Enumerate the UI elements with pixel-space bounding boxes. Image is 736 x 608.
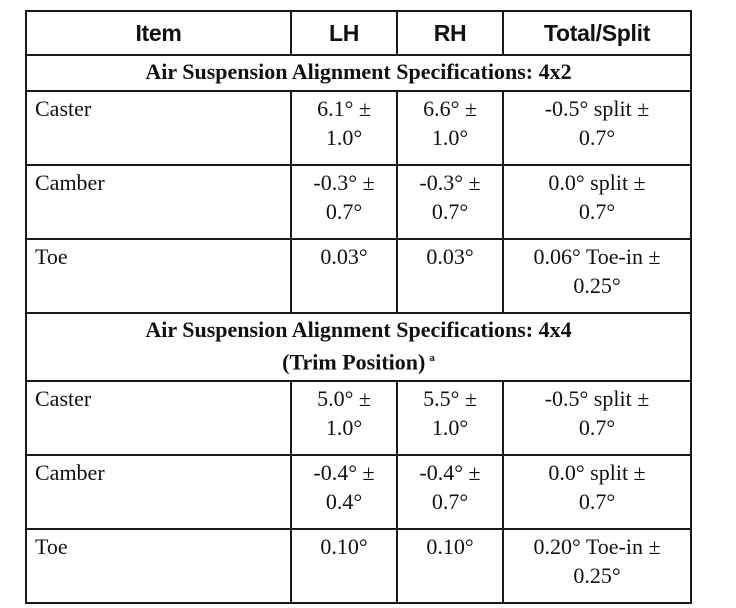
rh-cell: [397, 91, 503, 165]
table-row: [26, 91, 691, 165]
total-value: 0.0° split ±: [548, 170, 646, 195]
lh-cell: [291, 381, 397, 455]
section-title-line1: Air Suspension Alignment Specifications: 4x4: [145, 317, 572, 342]
table-row: [26, 455, 691, 529]
total-cell: [503, 529, 691, 603]
table-row: [26, 529, 691, 603]
lh-value: -0.4° ±: [313, 460, 375, 486]
total-tolerance: 0.7°: [578, 415, 616, 441]
item-cell: Caster: [26, 91, 291, 165]
total-cell: [503, 165, 691, 239]
lh-cell: [291, 91, 397, 165]
item-cell: Toe: [26, 239, 291, 313]
lh-value: 0.10°: [320, 534, 368, 560]
total-tolerance: 0.7°: [578, 125, 616, 150]
lh-value: 6.1° ±: [317, 96, 371, 121]
item-cell: Caster: [26, 381, 291, 455]
lh-value: 5.0° ±: [317, 386, 371, 412]
header-rh: RH: [397, 11, 503, 55]
table-header-row: [26, 11, 691, 55]
lh-value: -0.3° ±: [313, 170, 375, 195]
total-cell: [503, 239, 691, 313]
total-value: 0.0° split ±: [548, 460, 646, 486]
section-title-line2: [31, 344, 686, 376]
lh-value: 0.03°: [320, 244, 368, 269]
section-title-4x2: [26, 55, 691, 91]
lh-tolerance: 1.0°: [325, 125, 363, 150]
total-cell: [503, 91, 691, 165]
lh-tolerance: 0.7°: [325, 199, 363, 224]
rh-cell: [397, 165, 503, 239]
header-lh: LH: [291, 11, 397, 55]
rh-value: 6.6° ±: [423, 96, 477, 121]
total-cell: [503, 381, 691, 455]
section-subtitle: (Trim Position): [282, 349, 426, 375]
section-title-row: [26, 313, 691, 381]
alignment-spec-table: [25, 10, 692, 604]
total-value: 0.06° Toe-in ±: [533, 244, 661, 269]
total-value: -0.5° split ±: [544, 386, 650, 412]
section-title-row: [26, 55, 691, 91]
rh-value: -0.4° ±: [419, 460, 481, 486]
total-tolerance: 0.25°: [573, 273, 621, 298]
footnote-marker: a: [429, 352, 435, 364]
table-row: [26, 381, 691, 455]
item-cell: Toe: [26, 529, 291, 603]
lh-cell: [291, 455, 397, 529]
rh-cell: [397, 455, 503, 529]
rh-tolerance: 1.0°: [431, 125, 469, 150]
total-tolerance: 0.7°: [578, 199, 616, 224]
rh-cell: [397, 529, 503, 603]
total-value: 0.20° Toe-in ±: [533, 534, 661, 560]
rh-cell: [397, 239, 503, 313]
lh-tolerance: 1.0°: [325, 415, 363, 441]
table-row: [26, 165, 691, 239]
section-title-4x4: [26, 313, 691, 381]
total-value: -0.5° split ±: [544, 96, 650, 121]
rh-value: 5.5° ±: [423, 386, 477, 412]
total-tolerance: 0.7°: [578, 489, 616, 515]
rh-value: 0.03°: [426, 244, 474, 269]
rh-value: 0.10°: [426, 534, 474, 560]
rh-cell: [397, 381, 503, 455]
lh-cell: [291, 529, 397, 603]
lh-cell: [291, 165, 397, 239]
total-cell: [503, 455, 691, 529]
table-row: [26, 239, 691, 313]
rh-tolerance: 0.7°: [431, 199, 469, 224]
header-item: Item: [26, 11, 291, 55]
item-cell: Camber: [26, 165, 291, 239]
total-tolerance: 0.25°: [573, 563, 621, 589]
lh-cell: [291, 239, 397, 313]
item-cell: Camber: [26, 455, 291, 529]
rh-tolerance: 1.0°: [431, 415, 469, 441]
section-title-line1: Air Suspension Alignment Specifications: 4x2: [145, 59, 572, 84]
rh-value: -0.3° ±: [419, 170, 481, 195]
header-total-split: Total/Split: [503, 11, 691, 55]
lh-tolerance: 0.4°: [325, 489, 363, 515]
rh-tolerance: 0.7°: [431, 489, 469, 515]
